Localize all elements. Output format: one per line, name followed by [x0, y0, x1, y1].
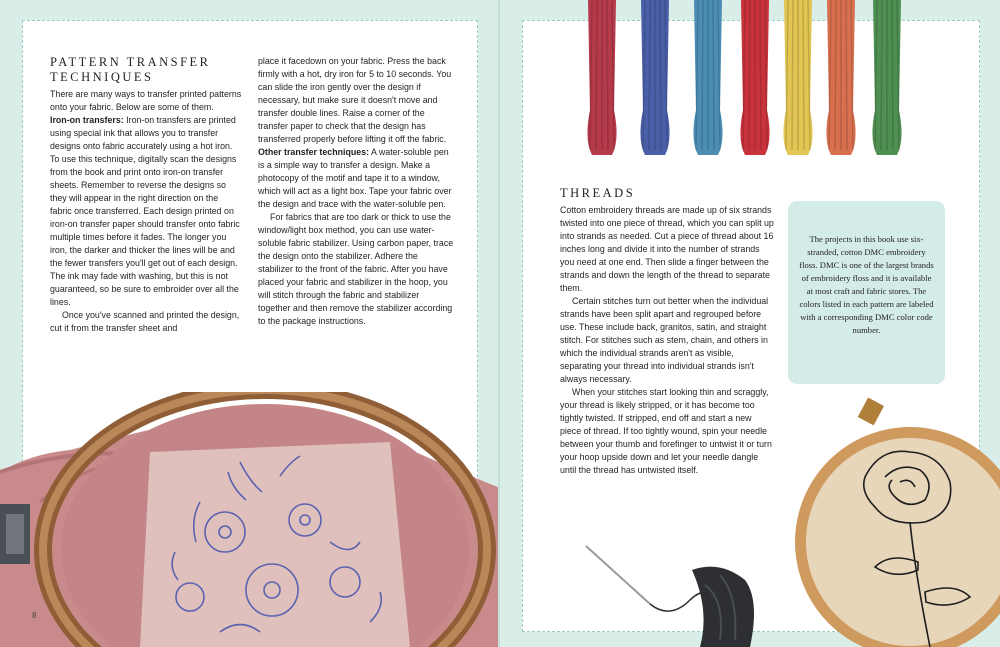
threads-paragraph-3: When your stitches start looking thin and scraggly, your thread is likely stripped, or it has become too tightly twisted. If stripped, end off and start a new piece of thread. If too tightly wound, spin your needle between your thumb and forefinger to untwist it or turn your hoop upside down and let your needle dangle until the thread has untwisted itself.	[560, 387, 772, 475]
floss-skein	[740, 0, 769, 155]
iron-on-body: Iron-on transfers are printed using special ink that allows you to transfer designs onto fabric accurately using a hot iron. To use this technique, digitally scan the designs from the book and print onto iron-on transfer sheets. Remember to reverse the designs so they will appear in the right direction on the fabric once transferred. Each design printed on iron-on transfer paper should transfer onto fabric multiple times before it fades. The longer you iron, the darker and thicker the lines will be and the fewer transfers you'll get out of each design. The ink may fade with washing, but this is not guaranteed, so be sure to embroider over all the lines.	[50, 115, 240, 307]
floss-skein	[587, 0, 616, 155]
dark-fabric-paragraph: For fabrics that are too dark or thick to use the window/light box method, you can use water-soluble fabric stabilizer. Using carbon paper, trace the design onto the stabilizer. Adhere the stabilizer to the front of the fabric. After you have placed your fabric and stabilizer in the hoop, you will stitch through the fabric and stabilizer together and then remove the stabilizer according to the package instructions.	[258, 212, 454, 326]
hoop-screw	[858, 398, 884, 426]
page-number: 8	[32, 611, 37, 620]
rose-hoop-photo	[780, 392, 1000, 647]
needle-thread-photo	[580, 540, 780, 647]
dmc-floss-callout: The projects in this book use six-stranded, cotton DMC embroidery floss. DMC is one of the largest brands of embroidery floss and it is available at most craft and fabric stores. The colors listed in each pattern are labeled with a corresponding DMC color code number.	[788, 201, 945, 384]
threads-column	[560, 186, 774, 477]
threads-paragraph-2: Certain stitches turn out better when the individual strands have been split apart and regrouped before use. These include back, granitos, satin, and straight stitch. For stitches such as stem, chain, and others in which the individual strands aren't as visible, separating your thread into individual strands isn't always necessary.	[560, 296, 769, 384]
needle-icon	[586, 546, 650, 604]
scanned-paragraph: Once you've scanned and printed the design, cut it from the transfer sheet and	[50, 310, 240, 333]
other-techniques-body: A water-soluble pen is a simple way to transfer a design. Make a photocopy of the motif and tape it to a window, which will act as a light box. Tape your fabric over the design and trace with the water-soluble pen.	[258, 147, 452, 209]
floss-skeins-photo	[560, 0, 960, 160]
floss-skein	[693, 0, 722, 155]
right-page	[500, 0, 1000, 647]
sweater-hoop-photo	[0, 392, 500, 647]
continued-paragraph: place it facedown on your fabric. Press the back firmly with a hot, dry iron for 5 to 10 seconds. You can slide the iron gently over the design if necessary, but make sure it doesn't move and transfer double lines. Raise a corner of the transfer paper to check that the design has transferred properly before lifting it off the fabric.	[258, 56, 452, 144]
other-techniques-paragraph	[258, 146, 454, 211]
section-heading: PATTERN TRANSFER TECHNIQUES	[50, 55, 211, 84]
term-iron-on: Iron-on transfers:	[50, 115, 124, 125]
term-other-techniques: Other transfer techniques:	[258, 147, 370, 157]
threads-paragraph-1: Cotton embroidery threads are made up of six strands twisted into one piece of thread, which you can split up into strands as needed. Cut a piece of thread about 16 inches long and divide it into the number of strands you need at one end. Then slide a finger between the strands and down the length of the thread to separate them.	[560, 205, 774, 293]
left-column-1	[50, 55, 242, 335]
floss-skein	[640, 0, 669, 155]
iron-on-paragraph	[50, 114, 242, 309]
intro-paragraph: There are many ways to transfer printed patterns onto your fabric. Below are some of them.	[50, 89, 242, 112]
floss-skein	[783, 0, 812, 155]
left-column-2	[258, 55, 454, 328]
threads-heading: THREADS	[560, 186, 636, 200]
floss-skein	[826, 0, 855, 155]
floss-skein	[872, 0, 901, 155]
